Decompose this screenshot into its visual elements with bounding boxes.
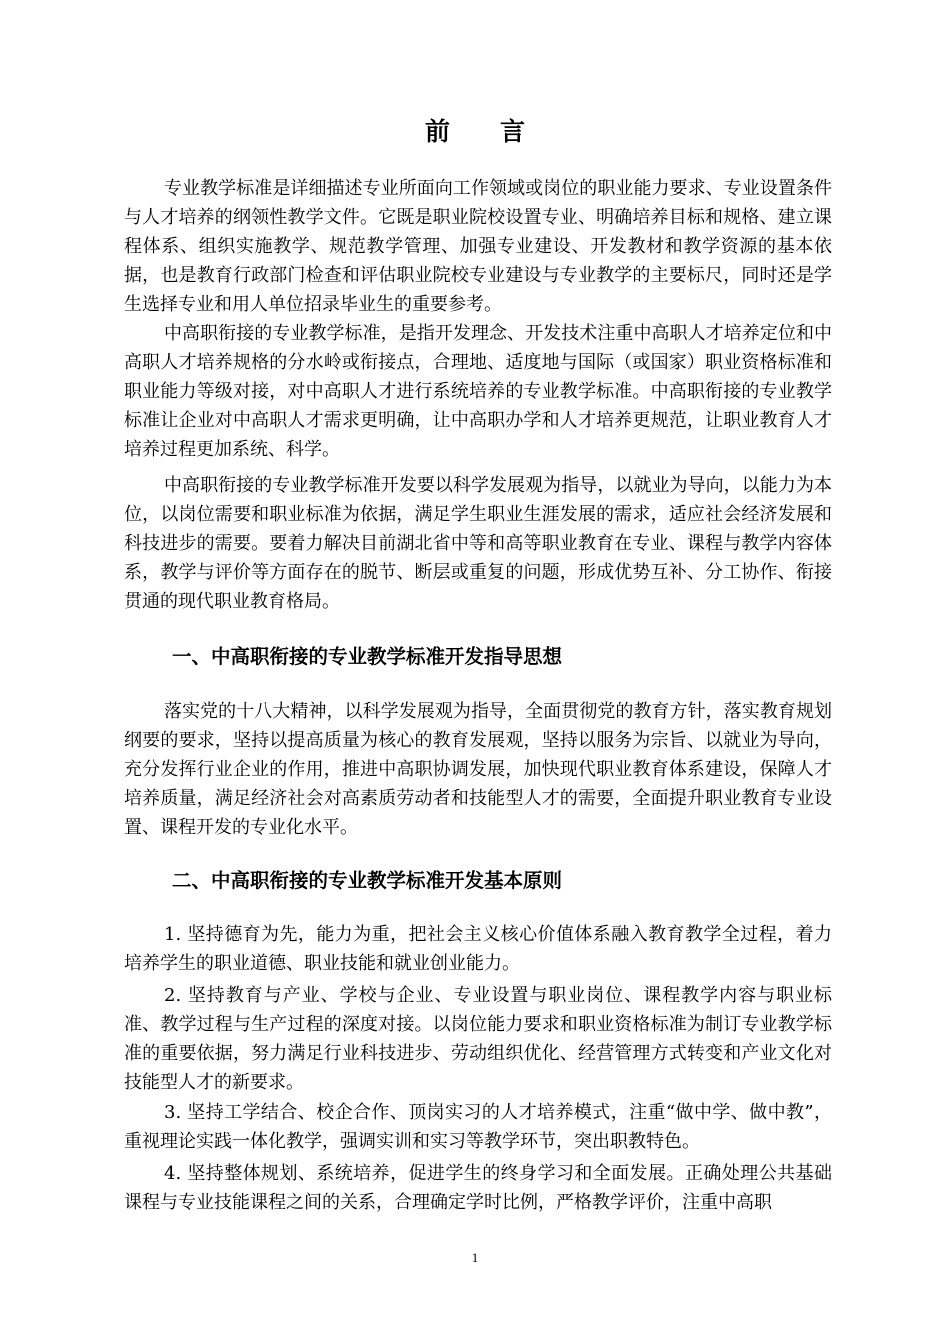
page-number: 1: [471, 1250, 479, 1265]
principle-item-1: 1. 坚持德育为先，能力为重，把社会主义核心价值体系融入教育教学全过程，着力培养学生的职业道德、职业技能和就业创业能力。: [124, 924, 832, 974]
section-1-heading: 一、中高职衔接的专业教学标准开发指导思想: [172, 645, 563, 668]
page-title: 前言: [424, 117, 575, 146]
principle-item-4: 4. 坚持整体规划、系统培养，促进学生的终身学习和全面发展。正确处理公共基础课程与专业技能课程之间的关系，合理确定学时比例，严格教学评价，注重中高职: [124, 1163, 832, 1213]
preface-paragraph-2: 中高职衔接的专业教学标准，是指开发理念、开发技术注重中高职人才培养定位和中高职人才培养规格的分水岭或衔接点，合理地、适度地与国际（或国家）职业资格标准和职业能力等级对接，对中高职人才进行系统培养的专业教学标准。中高职衔接的专业教学标准让企业对中高职人才需求更明确，让中高职办学和人才培养更规范，让职业教育人才培养过程更加系统、科学。: [124, 323, 832, 460]
section-1-paragraph: 落实党的十八大精神，以科学发展观为指导，全面贯彻党的教育方针，落实教育规划纲要的要求，坚持以提高质量为核心的教育发展观，坚持以服务为宗旨、以就业为导向，充分发挥行业企业的作用，推进中高职协调发展，加快现代职业教育体系建设，保障人才培养质量，满足经济社会对高素质劳动者和技能型人才的需要，全面提升职业教育专业设置、课程开发的专业化水平。: [124, 701, 832, 838]
section-2-heading: 二、中高职衔接的专业教学标准开发基本原则: [172, 869, 563, 892]
preface-paragraph-3: 中高职衔接的专业教学标准开发要以科学发展观为指导，以就业为导向，以能力为本位，以岗位需要和职业标准为依据，满足学生职业生涯发展的需求，适应社会经济发展和科技进步的需要。要着力解决目前湖北省中等和高等职业教育在专业、课程与教学内容体系，教学与评价等方面存在的脱节、断层或重复的问题，形成优势互补、分工协作、衔接贯通的现代职业教育格局。: [124, 475, 832, 612]
principle-item-3: 3. 坚持工学结合、校企合作、顶岗实习的人才培养模式，注重“做中学、做中教”，重视理论实践一体化教学，强调实训和实习等教学环节，突出职教特色。: [124, 1102, 832, 1152]
preface-paragraph-1: 专业教学标准是详细描述专业所面向工作领域或岗位的职业能力要求、专业设置条件与人才培养的纲领性教学文件。它既是职业院校设置专业、明确培养目标和规格、建立课程体系、组织实施教学、规范教学管理、加强专业建设、开发教材和教学资源的基本依据，也是教育行政部门检查和评估职业院校专业建设与专业教学的主要标尺，同时还是学生选择专业和用人单位招录毕业生的重要参考。: [124, 178, 832, 315]
principle-item-2: 2. 坚持教育与产业、学校与企业、专业设置与职业岗位、课程教学内容与职业标准、教学过程与生产过程的深度对接。以岗位能力要求和职业资格标准为制订专业教学标准的重要依据，努力满足行业科技进步、劳动组织优化、经营管理方式转变和产业文化对技能型人才的新要求。: [124, 985, 832, 1093]
